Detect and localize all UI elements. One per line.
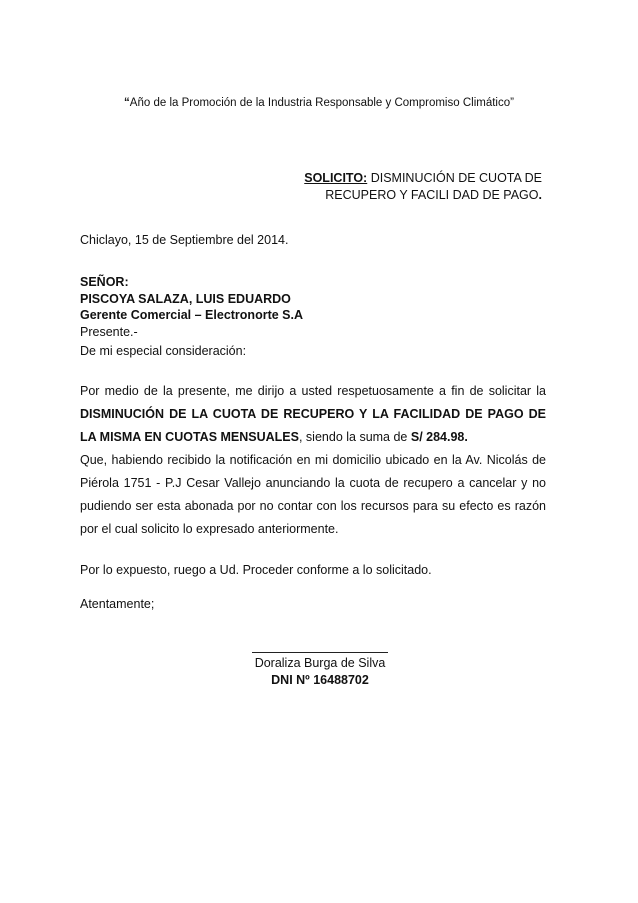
paragraph-continuation: Que, habiendo recibido la notificación en mi domicilio ubicado en la Av. Nicolás de Piérola 1751 - P.J Cesar Vallejo anunciando la cuota de recupero a cancelar y no pudiendo ser esta abonada por no contar con los recursos para su efecto es razón por el cual solicito lo expresado anteriormente. (80, 453, 546, 536)
paragraph-amount-prefix: , siendo la suma de (298, 430, 411, 444)
date-line: Chiclayo, 15 de Septiembre del 2014. (80, 233, 289, 247)
addressee-name: PISCOYA SALAZA, LUIS EDUARDO (80, 291, 291, 306)
paragraph-request: DISMINUCIÓN DE LA CUOTA DE RECUPERO Y LA FACILIDAD DE PAGO DE LA MISMA EN CUOTAS MENSUALES (80, 407, 546, 444)
greeting: De mi especial consideración: (80, 344, 247, 358)
subject-text: DISMINUCIÓN DE CUOTA DE RECUPERO Y FACILI DAD DE PAGO (325, 171, 542, 202)
paragraph-amount: S/ 284.98. (410, 430, 468, 444)
motto-open-quote: “ (124, 97, 130, 109)
motto-text: Año de la Promoción de la Industria Responsable y Compromiso Climático” (129, 97, 514, 109)
signature-name: Doraliza Burga de Silva (254, 656, 386, 670)
paragraph-intro: Por medio de la presente, me dirijo a usted respetuosamente a fin de solicitar la (80, 384, 546, 398)
subject-label: SOLICITO: (304, 171, 368, 185)
addressee-position: Gerente Comercial – Electronorte S.A (80, 308, 303, 322)
year-motto (0, 97, 638, 109)
regards-line: Atentamente; (80, 597, 155, 611)
main-paragraph (80, 380, 546, 541)
addressee-presente: Presente.- (80, 324, 138, 339)
signature-block (240, 642, 400, 689)
subject-period: . (538, 188, 542, 202)
signature-dni: DNI Nº 16488702 (271, 673, 369, 687)
closing-line: Por lo expuesto, ruego a Ud. Proceder conforme a lo solicitado. (80, 563, 432, 577)
subject-block (292, 170, 542, 204)
addressee-block (80, 274, 546, 340)
signature-line (252, 642, 388, 653)
addressee-salutation: SEÑOR: (80, 275, 129, 289)
